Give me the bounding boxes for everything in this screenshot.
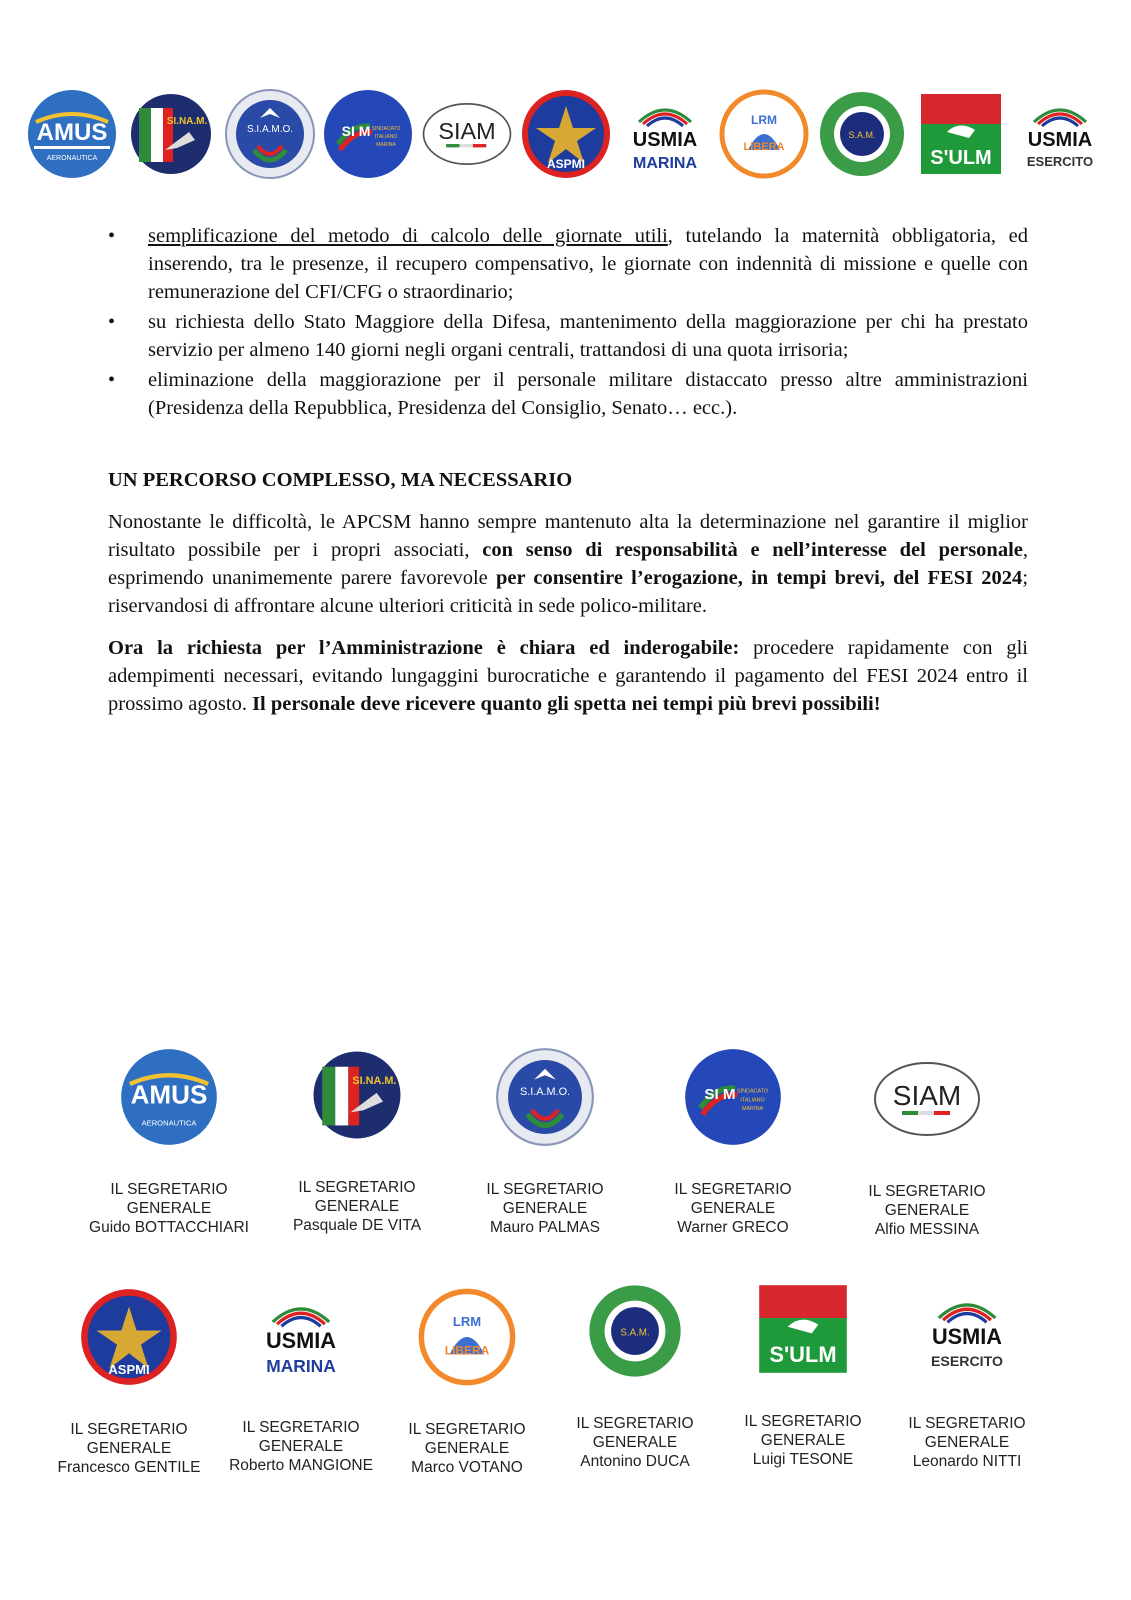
signatory-role: IL SEGRETARIO (868, 1183, 986, 1200)
paragraph-1 (108, 508, 1028, 620)
siamo-logo (224, 88, 316, 180)
signatory-name: Warner GRECO (677, 1219, 789, 1236)
signatory-role: IL SEGRETARIO (576, 1415, 694, 1432)
svg-text:SINDACATO: SINDACATO (372, 126, 401, 132)
signatory-aspmi (34, 1282, 224, 1477)
amus-logo (114, 1042, 224, 1152)
para-text: , esprimendo unanimemente parere favorevole (108, 539, 1028, 589)
signatory-role: GENERALE (86, 1440, 172, 1457)
underlined-phrase: semplificazione del metodo di calcolo delle giornate utili (148, 225, 668, 247)
libera-logo (718, 88, 810, 180)
svg-text:LRM: LRM (452, 1314, 482, 1330)
svg-text:USMIA: USMIA (266, 1328, 336, 1354)
usmia-esercito-logo (912, 1276, 1022, 1386)
svg-text:USMIA: USMIA (632, 129, 698, 151)
siam-logo (872, 1044, 982, 1154)
bullet-text: su richiesta dello Stato Maggiore della Difesa, mantenimento della maggiorazione per chi ha prestato servizio per almeno 140 giorni negli organi centrali, trattandosi di una quota irrisoria; (148, 311, 1028, 361)
svg-text:AMUS: AMUS (130, 1079, 208, 1110)
signatory-usmia-marina (206, 1280, 396, 1475)
svg-text:MARINA: MARINA (376, 142, 397, 148)
svg-text:SIAM: SIAM (892, 1080, 962, 1111)
signatory-name: Luigi TESONE (752, 1451, 854, 1468)
bullet-text: eliminazione della maggiorazione per il personale militare distaccato presso altre amministrazioni (Presidenza della Repubblica, Presidenza del Consiglio, Senato… ecc.). (148, 369, 1028, 419)
signatory-siamo (450, 1042, 640, 1237)
para-bold: Il personale deve ricevere quanto gli spetta nei tempi più brevi possibili! (252, 693, 881, 715)
svg-text:ITALIANO: ITALIANO (375, 134, 398, 140)
signatory-name: Mauro PALMAS (490, 1219, 600, 1236)
svg-text:AERONAUTICA: AERONAUTICA (46, 155, 98, 162)
sim-logo (322, 88, 414, 180)
svg-text:ESERCITO: ESERCITO (931, 1352, 1003, 1369)
usmia-marina-logo (619, 88, 711, 180)
svg-text:SI.NA.M.: SI.NA.M. (166, 116, 208, 127)
signatory-name: Antonino DUCA (580, 1453, 690, 1470)
para-text: Nonostante le difficoltà, le APCSM hanno sempre mantenuto alta la determinazione nel garantire il miglior risultato possibile per i propri associati, (108, 511, 1028, 561)
para-text: ; riservandosi di affrontare alcune ulteriori criticità in sede polico-militare. (108, 567, 1029, 617)
signatory-role: GENERALE (592, 1434, 678, 1451)
para-bold: con senso di responsabilità e nell’interesse del personale (482, 539, 1023, 561)
signatory-role: IL SEGRETARIO (674, 1181, 792, 1198)
siamo-logo (490, 1042, 600, 1152)
section-title: UN PERCORSO COMPLESSO, MA NECESSARIO (108, 469, 573, 491)
signatory-name: Pasquale DE VITA (292, 1217, 422, 1234)
aspmi-logo (520, 88, 612, 180)
svg-text:SINDACATO: SINDACATO (736, 1088, 769, 1095)
svg-text:AMUS: AMUS (36, 119, 108, 146)
signatory-role: IL SEGRETARIO (242, 1419, 360, 1436)
svg-text:SI M: SI M (342, 123, 371, 139)
sulm-logo (748, 1274, 858, 1384)
svg-text:S'ULM: S'ULM (769, 1341, 837, 1367)
signatory-name: Guido BOTTACCHIARI (89, 1219, 249, 1236)
signatory-role: GENERALE (884, 1202, 970, 1219)
sinam-logo (125, 88, 217, 180)
bullet-list (108, 222, 1028, 422)
signatory-usmia-esercito (872, 1276, 1062, 1471)
signatory-role: IL SEGRETARIO (486, 1181, 604, 1198)
signatory-role: IL SEGRETARIO (70, 1421, 188, 1438)
sulm-logo (915, 88, 1007, 180)
signatory-role: GENERALE (502, 1200, 588, 1217)
svg-text:S'ULM: S'ULM (930, 147, 992, 169)
signatory-siam (832, 1044, 1022, 1239)
signatory-role: GENERALE (760, 1432, 846, 1449)
signatory-name: Leonardo NITTI (912, 1453, 1022, 1470)
svg-text:S.A.M.: S.A.M. (848, 130, 876, 140)
signatory-name: Francesco GENTILE (57, 1459, 201, 1476)
svg-text:MARINA: MARINA (632, 155, 697, 172)
svg-text:MARINA: MARINA (266, 1355, 336, 1376)
svg-text:SIAM: SIAM (438, 118, 496, 145)
svg-text:S.I.A.M.O.: S.I.A.M.O. (519, 1085, 571, 1098)
sam-logo (580, 1276, 690, 1386)
signatory-role: GENERALE (690, 1200, 776, 1217)
aspmi-logo (74, 1282, 184, 1392)
signatory-role: GENERALE (924, 1434, 1010, 1451)
svg-text:LIBERA: LIBERA (743, 141, 785, 153)
usmia-marina-logo (246, 1280, 356, 1390)
bullet-item (148, 222, 1028, 306)
sam-logo (816, 88, 908, 180)
signatory-role: GENERALE (424, 1440, 510, 1457)
svg-text:SI.NA.M.: SI.NA.M. (352, 1075, 397, 1088)
svg-text:MARINA: MARINA (742, 1106, 764, 1113)
svg-text:SI M: SI M (704, 1086, 736, 1104)
signatory-sam (540, 1276, 730, 1471)
svg-text:S.I.A.M.O.: S.I.A.M.O. (246, 124, 293, 135)
libera-logo (412, 1282, 522, 1392)
svg-text:ITALIANO: ITALIANO (740, 1097, 765, 1104)
signatory-sim (638, 1042, 828, 1237)
signatory-name: Alfio MESSINA (874, 1221, 980, 1238)
document-body (108, 222, 1028, 732)
paragraph-2 (108, 634, 1028, 718)
svg-text:LRM: LRM (750, 113, 777, 127)
signatory-role: IL SEGRETARIO (908, 1415, 1026, 1432)
bullet-item (148, 366, 1028, 422)
bullet-item (148, 308, 1028, 364)
bullet-text: , tutelando la maternità obbligatoria, ed inserendo, tra le presenze, il recupero compensativo, le giornate con indennità di missione e quelle con remunerazione del CFI/CFG o straordinario; (148, 225, 1029, 303)
svg-text:ASPMI: ASPMI (108, 1361, 150, 1377)
svg-text:ASPMI: ASPMI (546, 157, 585, 171)
usmia-esercito-logo (1014, 88, 1106, 180)
amus-logo (26, 88, 118, 180)
signatory-role: IL SEGRETARIO (744, 1413, 862, 1430)
para-bold: per consentire l’erogazione, in tempi brevi, del FESI 2024 (495, 567, 1023, 589)
signatory-sulm (708, 1274, 898, 1469)
signatory-role: GENERALE (314, 1198, 400, 1215)
signatory-name: Marco VOTANO (411, 1459, 523, 1476)
signatory-role: IL SEGRETARIO (298, 1179, 416, 1196)
svg-text:ESERCITO: ESERCITO (1026, 154, 1094, 169)
svg-text:AERONAUTICA: AERONAUTICA (141, 1118, 197, 1128)
para-bold: Ora la richiesta per l’Amministrazione è chiara ed inderogabile: (108, 637, 740, 659)
svg-text:USMIA: USMIA (932, 1324, 1002, 1350)
svg-text:USMIA: USMIA (1027, 129, 1093, 151)
header-logo-row (26, 84, 1106, 184)
sinam-logo (302, 1040, 412, 1150)
signatory-amus (74, 1042, 264, 1237)
sim-logo (678, 1042, 788, 1152)
signatory-libera (372, 1282, 562, 1477)
signatory-role: IL SEGRETARIO (110, 1181, 228, 1198)
signatory-role: GENERALE (258, 1438, 344, 1455)
svg-text:LIBERA: LIBERA (444, 1343, 490, 1358)
signatory-role: IL SEGRETARIO (408, 1421, 526, 1438)
para-text: procedere rapidamente con gli adempimenti necessari, evitando lungaggini burocratiche e garantendo il pagamento del FESI 2024 entro il prossimo agosto. (108, 637, 1028, 715)
siam-logo (421, 88, 513, 180)
signatory-role: GENERALE (126, 1200, 212, 1217)
signatory-name: Roberto MANGIONE (229, 1457, 373, 1474)
signatory-sinam (262, 1040, 452, 1235)
svg-text:S.A.M.: S.A.M. (620, 1327, 650, 1339)
